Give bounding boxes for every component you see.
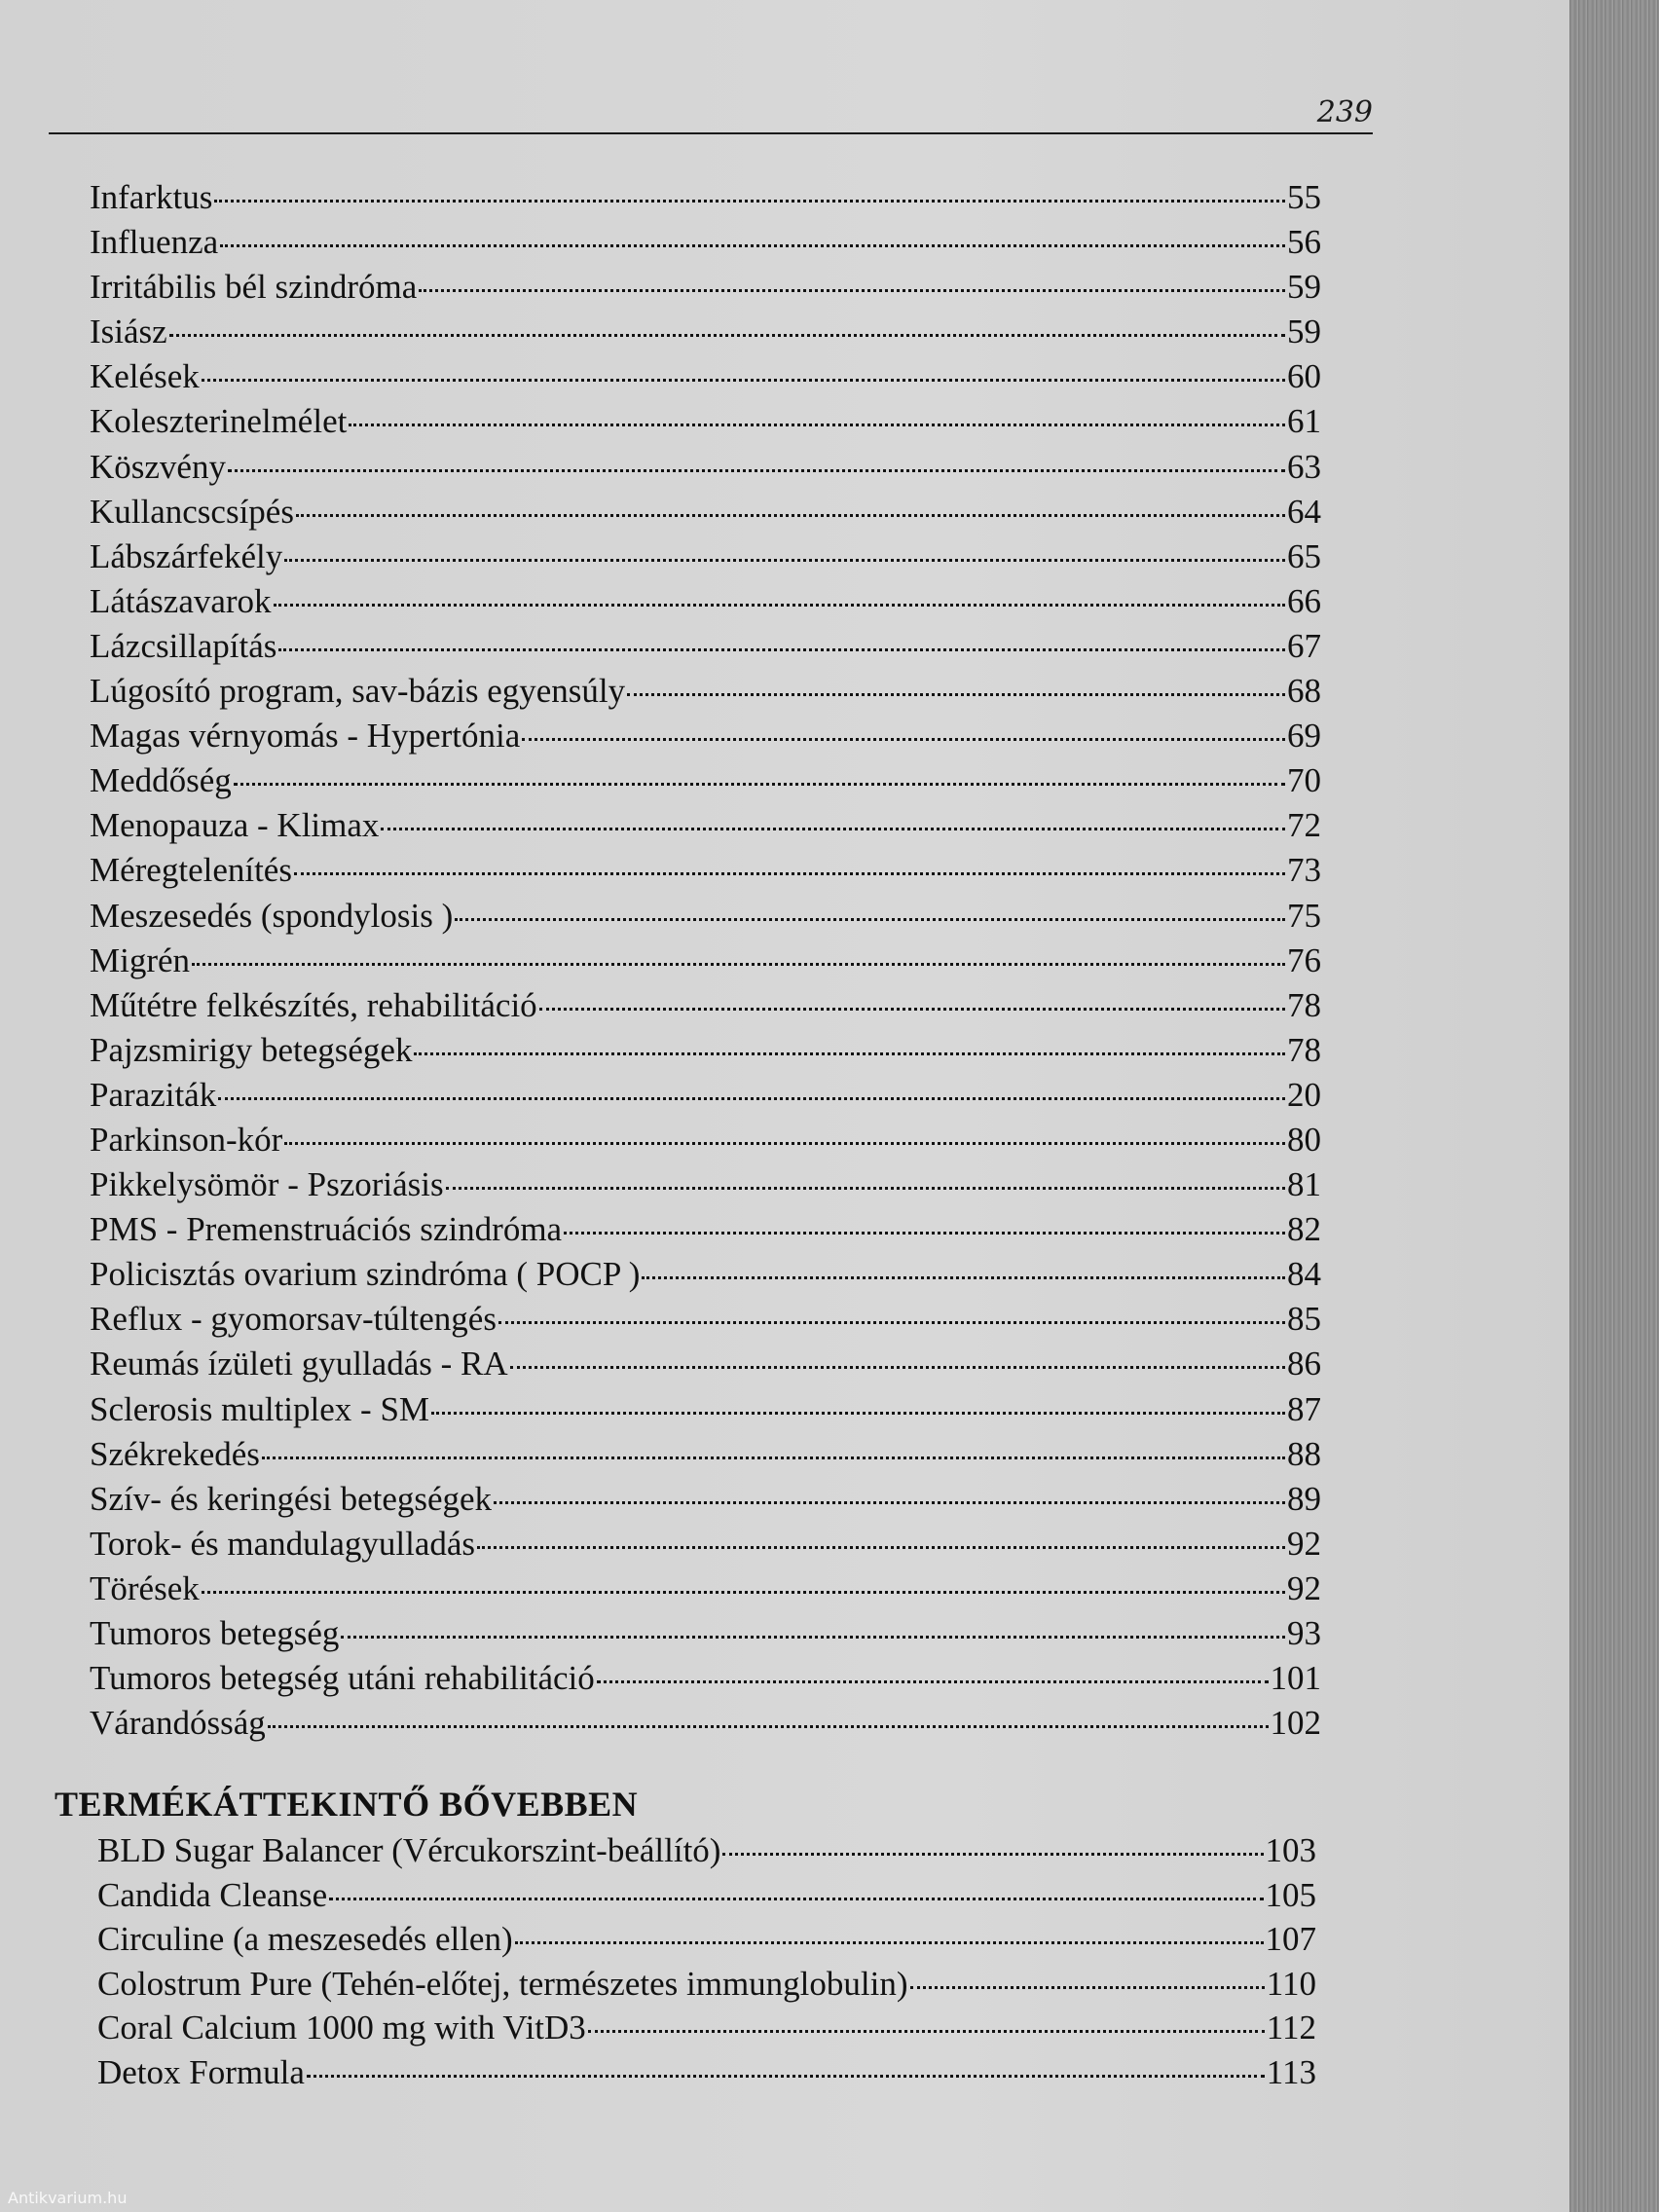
dot-leader [722,1853,1263,1856]
toc-entry-page: 72 [1287,806,1321,845]
toc-entry-label: Reflux - gyomorsav-túltengés [90,1300,497,1339]
toc-entry-label: Torok- és mandulagyulladás [90,1524,476,1563]
toc-entry-page: 89 [1287,1479,1321,1518]
dot-leader [268,1725,1269,1728]
toc-entry-page: 68 [1287,672,1321,711]
toc-entry-label: BLD Sugar Balancer (Vércukorszint-beállító) [97,1831,721,1869]
dot-leader [284,1142,1285,1145]
toc-entry-page: 61 [1287,402,1321,441]
toc-entry-label: Tumoros betegség utáni rehabilitáció [90,1659,595,1698]
toc-entry-page: 66 [1287,581,1321,620]
toc-entry-page: 103 [1265,1831,1316,1869]
toc-entry-label: Kullancscsípés [90,492,294,531]
toc-entry [90,220,1321,265]
toc-entry [90,894,1321,939]
toc-entry [90,1611,1321,1656]
toc-entry [90,1656,1321,1701]
dot-leader [278,648,1285,651]
toc-entry [90,1073,1321,1118]
toc-entry-page: 82 [1287,1210,1321,1249]
toc-entry-label: Policisztás ovarium szindróma ( POCP ) [90,1255,641,1294]
toc-entry [90,1162,1321,1207]
dot-leader [274,604,1285,607]
toc-entry [90,669,1321,714]
toc-entry [90,1567,1321,1611]
toc-entry [90,1297,1321,1342]
toc-entry-page: 81 [1287,1165,1321,1204]
toc-entry [90,1028,1321,1073]
dot-leader [296,514,1285,517]
toc-entry-label: Irritábilis bél szindróma [90,268,418,307]
dot-leader [522,738,1285,741]
toc-entry [97,1962,1316,2007]
watermark: Antikvarium.hu [8,2189,128,2207]
toc-entry [90,939,1321,983]
toc-entry-label: Koleszterinelmélet [90,402,348,441]
toc-entry [97,1917,1316,1962]
toc-entry-label: Menopauza - Klimax [90,806,380,845]
toc-entry-page: 59 [1287,313,1321,351]
toc-entry-label: Meszesedés (spondylosis ) [90,896,454,935]
toc-entry-label: Circuline (a meszesedés ellen) [97,1920,513,1959]
toc-entry-page: 112 [1266,2009,1316,2047]
toc-entry-page: 75 [1287,896,1321,935]
section-title: TERMÉKÁTTEKINTŐ BŐVEBBEN [55,1785,639,1824]
toc-entry-page: 60 [1287,357,1321,396]
dot-leader [431,1412,1285,1415]
toc-entry [90,490,1321,535]
dot-leader [446,1187,1285,1190]
dot-leader [284,559,1285,562]
toc-entry [97,2006,1316,2050]
dot-leader [220,244,1285,247]
toc-entry-label: Paraziták [90,1075,217,1114]
toc-entry-label: Meddőség [90,761,232,800]
toc-entry-page: 63 [1287,447,1321,486]
dot-leader [169,334,1285,337]
toc-entry-label: Szív- és keringési betegségek [90,1479,493,1518]
toc-entry-label: Isiász [90,313,167,351]
toc-entry [90,445,1321,490]
toc-entry-page: 59 [1287,268,1321,307]
dot-leader [307,2075,1265,2078]
toc-entry-page: 102 [1270,1704,1321,1743]
toc-entry [97,1873,1316,1918]
dot-leader [910,1986,1265,1989]
dot-leader [228,469,1285,472]
toc-entry [90,265,1321,310]
toc-entry-page: 110 [1266,1964,1316,2003]
product-overview-list [97,1828,1316,2095]
toc-entry-page: 85 [1287,1300,1321,1339]
toc-entry-label: Migrén [90,940,191,979]
dot-leader [214,200,1285,203]
toc-entry-page: 70 [1287,761,1321,800]
toc-entry [90,1701,1321,1746]
toc-entry [90,714,1321,758]
toc-entry-label: Infarktus [90,178,213,216]
toc-entry-label: Colostrum Pure (Tehén-előtej, természetes immunglobulin) [97,1964,908,2003]
toc-entry-page: 105 [1265,1875,1316,1914]
dot-leader [498,1321,1285,1324]
dot-leader [510,1366,1285,1369]
dot-leader [588,2030,1265,2033]
toc-entry-label: Lábszárfekély [90,536,283,575]
toc-entry-page: 113 [1266,2052,1316,2091]
toc-entry-label: Coral Calcium 1000 mg with VitD3 [97,2009,586,2047]
toc-entry-page: 87 [1287,1389,1321,1428]
toc-entry-page: 86 [1287,1345,1321,1383]
toc-entry-label: Lúgosító program, sav-bázis egyensúly [90,672,626,711]
dot-leader [494,1501,1285,1504]
toc-entry-label: Köszvény [90,447,226,486]
toc-entry [90,579,1321,624]
toc-entry [90,983,1321,1028]
toc-entry-label: Tumoros betegség [90,1614,340,1652]
toc-entry-label: Várandósság [90,1704,266,1743]
toc-entry-page: 92 [1287,1568,1321,1607]
toc-entry-page: 107 [1265,1920,1316,1959]
toc-entry-page: 73 [1287,851,1321,890]
toc-entry [90,1207,1321,1252]
toc-entry-label: Sclerosis multiplex - SM [90,1389,430,1428]
toc-entry-page: 76 [1287,940,1321,979]
toc-entry-page: 64 [1287,492,1321,531]
toc-entry [90,175,1321,220]
dot-leader [329,1898,1263,1900]
toc-entry-label: Méregtelenítés [90,851,292,890]
dot-leader [262,1456,1285,1459]
toc-entry [90,758,1321,803]
toc-entry-label: Kelések [90,357,200,396]
dot-leader [349,424,1285,426]
dot-leader [539,1008,1285,1011]
toc-entry-page: 93 [1287,1614,1321,1652]
dot-leader [477,1546,1285,1549]
toc-entry-page: 78 [1287,1030,1321,1069]
book-page-edges [1569,0,1659,2212]
toc-entry-label: Pajzsmirigy betegségek [90,1030,413,1069]
toc-entry-page: 69 [1287,717,1321,756]
toc-entry [90,1522,1321,1567]
dot-leader [381,828,1285,830]
toc-entry-page: 78 [1287,985,1321,1024]
toc-entry [90,354,1321,399]
toc-entry [90,1342,1321,1386]
dot-leader [192,963,1285,966]
toc-entry-page: 84 [1287,1255,1321,1294]
toc-entry-page: 55 [1287,178,1321,216]
page-number: 239 [1316,95,1373,129]
toc-entry [90,848,1321,893]
toc-entry-page: 101 [1270,1659,1321,1698]
toc-entry-label: Candida Cleanse [97,1875,328,1914]
toc-entry-label: Pikkelysömör - Pszoriásis [90,1165,444,1204]
toc-entry-label: Influenza [90,223,219,262]
toc-entry [90,1477,1321,1522]
toc-entry-page: 88 [1287,1434,1321,1473]
toc-entry [90,399,1321,444]
toc-entry-page: 80 [1287,1120,1321,1159]
dot-leader [627,693,1285,696]
dot-leader [202,379,1285,382]
dot-leader [414,1052,1285,1055]
toc-entry [90,1118,1321,1162]
toc-entry-label: Látászavarok [90,581,272,620]
toc-entry [90,310,1321,354]
toc-entry-label: PMS - Premenstruációs szindróma [90,1210,563,1249]
dot-leader [294,872,1285,875]
toc-entry-label: Parkinson-kór [90,1120,283,1159]
dot-leader [597,1680,1269,1683]
dot-leader [218,1097,1285,1100]
dot-leader [234,783,1285,786]
dot-leader [564,1232,1285,1235]
toc-entry [90,535,1321,579]
toc-entry-page: 20 [1287,1075,1321,1114]
dot-leader [642,1276,1285,1279]
toc-entry-label: Műtétre felkészítés, rehabilitáció [90,985,537,1024]
dot-leader [202,1591,1285,1594]
toc-entry-label: Lázcsillapítás [90,626,277,665]
dot-leader [455,918,1285,921]
toc-entry-page: 56 [1287,223,1321,262]
toc-entry-label: Magas vérnyomás - Hypertónia [90,717,521,756]
toc-entry [90,1387,1321,1432]
header-rule [49,132,1373,134]
toc-entry-page: 67 [1287,626,1321,665]
toc-entry [97,2050,1316,2095]
toc-entry [90,803,1321,848]
toc-entry [97,1828,1316,1873]
toc-entry [90,624,1321,669]
toc-entry-label: Székrekedés [90,1434,260,1473]
toc-entry [90,1252,1321,1297]
toc-entry-page: 92 [1287,1524,1321,1563]
toc-entry-page: 65 [1287,536,1321,575]
dot-leader [515,1941,1264,1944]
dot-leader [419,289,1285,292]
toc-entry-label: Reumás ízületi gyulladás - RA [90,1345,508,1383]
toc-entry-label: Detox Formula [97,2052,305,2091]
dot-leader [341,1636,1285,1639]
table-of-contents [90,175,1321,1746]
toc-entry-label: Törések [90,1568,200,1607]
toc-entry [90,1432,1321,1477]
